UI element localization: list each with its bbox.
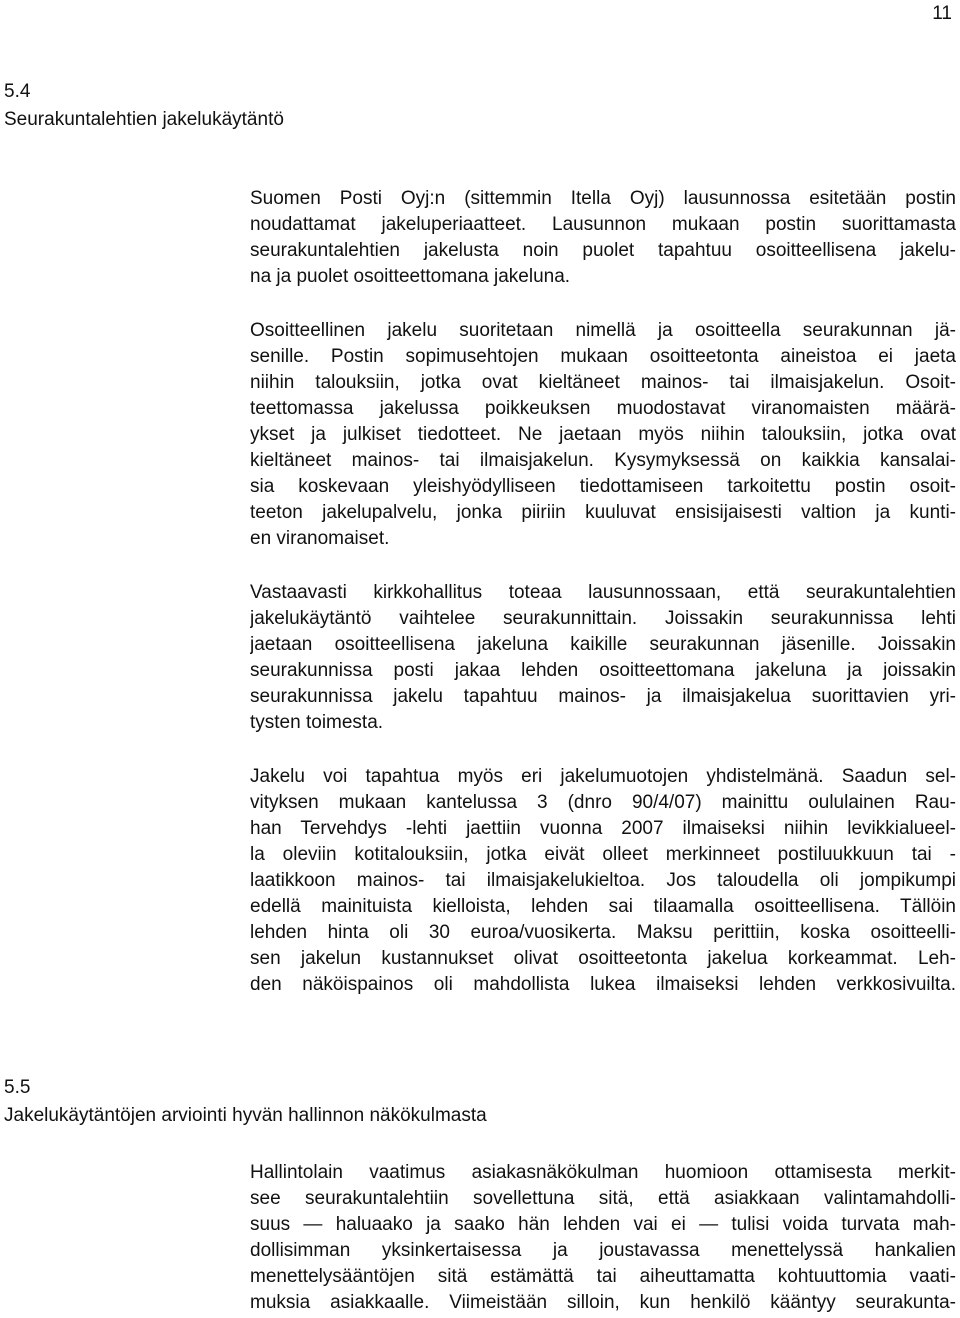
text-line: tysten toimesta. <box>250 712 384 733</box>
section-number: 5.4 <box>4 81 31 102</box>
text-line: teettomassa jakelussa poikkeuksen muodostavat viranomaisten määrä- <box>250 398 956 419</box>
text-line: han Tervehdys -lehti jaettiin vuonna 2007 ilmaiseksi niihin levikkialueel- <box>250 818 956 839</box>
text-line: den näköispainos oli mahdollista lukea ilmaiseksi lehden verkkosivuilta. <box>250 974 956 995</box>
text-line: vityksen mukaan kantelussa 3 (dnro 90/4/07) mainittu oululainen Rau- <box>250 792 956 813</box>
section-heading-5-4 <box>4 78 284 134</box>
text-line: seurakunnissa posti jakaa lehden osoitteettomana jakeluna ja joissakin <box>250 660 956 681</box>
text-line: sia koskevaan yleishyödylliseen tiedottamiseen tarkoitettu postin osoit- <box>250 476 956 497</box>
text-line: la oleviin kotitalouksiin, jotka eivät olleet merkinneet postiluukkuun tai - <box>250 844 956 865</box>
text-line: noudattamat jakeluperiaatteet. Lausunnon mukaan postin suorittamasta <box>250 214 956 235</box>
page-number: 11 <box>932 3 952 24</box>
text-line: senille. Postin sopimusehtojen mukaan osoitteetonta aineistoa ei jaeta <box>250 346 956 367</box>
text-line: dollisimman yksinkertaisessa ja joustavassa menettelyssä hankalien <box>250 1240 956 1261</box>
text-line: Hallintolain vaatimus asiakasnäkökulman huomioon ottamisesta merkit- <box>250 1162 956 1183</box>
text-line: jakelukäytäntö vaihtelee seurakunnittain. Joissakin seurakunnissa lehti <box>250 608 956 629</box>
text-line: Osoitteellinen jakelu suoritetaan nimellä ja osoitteella seurakunnan jä- <box>250 320 956 341</box>
text-line: lehden hinta oli 30 euroa/vuosikerta. Maksu perittiin, koska osoitteelli- <box>250 922 956 943</box>
text-line: seurakunnissa jakelu tapahtuu mainos- ja ilmaisjakelua suorittavien yri- <box>250 686 956 707</box>
text-line: muksia asiakkaalle. Viimeistään silloin, kun henkilö kääntyy seurakunta- <box>250 1292 956 1313</box>
text-line: menettelysääntöjen sitä estämättä tai aiheuttamatta kohtuuttomia vaati- <box>250 1266 956 1287</box>
text-line: Jakelu voi tapahtua myös eri jakelumuotojen yhdistelmänä. Saadun sel- <box>250 766 956 787</box>
text-line: ykset ja julkiset tiedotteet. Ne jaetaan myös niihin talouksiin, jotka ovat <box>250 424 956 445</box>
text-line: jaetaan osoitteellisena jakeluna kaikille seurakunnan jäsenille. Joissakin <box>250 634 956 655</box>
text-line: teeton jakelupalvelu, jonka piiriin kuuluvat ensisijaisesti valtion ja kunti- <box>250 502 956 523</box>
section-number: 5.5 <box>4 1077 31 1098</box>
text-line: suus — haluaako ja saako hän lehden vai ei — tulisi voida turvata mah- <box>250 1214 956 1235</box>
section-title: Jakelukäytäntöjen arviointi hyvän hallinnon näkökulmasta <box>4 1105 487 1126</box>
text-line: Suomen Posti Oyj:n (sittemmin Itella Oyj) lausunnossa esitetään postin <box>250 188 956 209</box>
text-line: en viranomaiset. <box>250 528 390 549</box>
section-heading-5-5 <box>4 1074 487 1130</box>
text-line: kieltäneet mainos- tai ilmaisjakelun. Kysymyksessä on kaikkia kansalai- <box>250 450 956 471</box>
section-title: Seurakuntalehtien jakelukäytäntö <box>4 109 284 130</box>
text-line: seurakuntalehtien jakelusta noin puolet tapahtuu osoitteellisena jakelu- <box>250 240 956 261</box>
text-line: laatikkoon mainos- tai ilmaisjakelukieltoa. Jos taloudella oli jompikumpi <box>250 870 956 891</box>
text-line: see seurakuntalehtiin sovellettuna sitä, että asiakkaan valintamahdolli- <box>250 1188 956 1209</box>
text-line: Vastaavasti kirkkohallitus toteaa lausunnossaan, että seurakuntalehtien <box>250 582 956 603</box>
text-line: niihin talouksiin, jotka ovat kieltäneet mainos- tai ilmaisjakelun. Osoit- <box>250 372 956 393</box>
text-line: sen jakelun kustannukset olivat osoitteetonta jakelua korkeammat. Leh- <box>250 948 956 969</box>
text-line: edellä mainituista kielloista, lehden sai tilaamalla osoitteellisena. Tällöin <box>250 896 956 917</box>
text-line: na ja puolet osoitteettomana jakeluna. <box>250 266 571 287</box>
